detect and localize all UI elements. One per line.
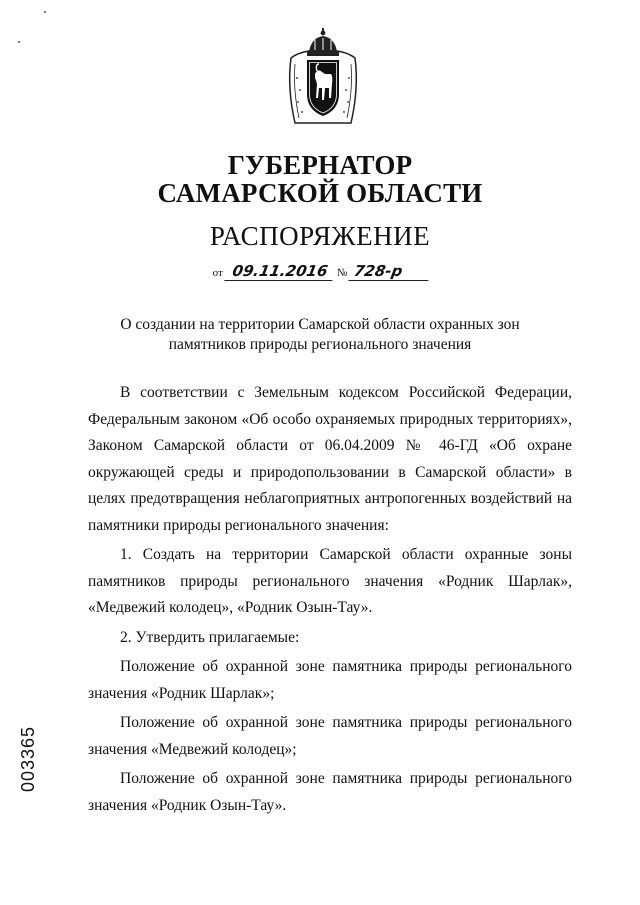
date-prefix: от	[212, 267, 223, 279]
serial-number-text: 003365	[18, 725, 38, 792]
paragraph-regulation-1: Положение об охранной зоне памятника природы регионального значения «Родник Шарлак»;	[88, 658, 572, 702]
document-body	[88, 380, 572, 819]
document-type-heading: РАСПОРЯЖЕНИЕ	[209, 221, 431, 251]
handwritten-date: 09.11.2016	[224, 262, 335, 281]
authority-title-line1: ГУБЕРНАТОР	[227, 150, 413, 180]
paragraph-item-1: 1. Создать на территории Самарской области охранные зоны памятников природы регионального значения «Родник Шарлак», «Медвежий колодец», «Родник Озын-Тау».	[88, 546, 572, 616]
paragraph-regulation-2: Положение об охранной зоне памятника природы регионального значения «Медвежий колодец»;	[88, 714, 572, 758]
coat-of-arms-icon	[285, 28, 361, 128]
authority-title-line2: САМАРСКОЙ ОБЛАСТИ	[157, 178, 483, 208]
handwritten-number: 728-р	[349, 262, 432, 281]
paragraph-preamble: В соответствии с Земельным кодексом Российской Федерации, Федеральным законом «Об особо охраняемых природных территориях», Законом Самарской области от 06.04.2009 № 46-ГД «Об охране окружающей среды и природопользовании в Самарской области» в целях предотвращения неблагоприятных антропогенных воздействий на памятники природы регионального значения:	[88, 384, 572, 534]
document-subject	[80, 315, 560, 355]
number-prefix: №	[336, 267, 348, 279]
subject-line2: памятников природы регионального значения	[168, 336, 472, 353]
paragraph-regulation-3: Положение об охранной зоне памятника природы регионального значения «Родник Озын-Тау».	[88, 770, 572, 814]
document-serial-number	[18, 692, 38, 792]
subject-line1: О создании на территории Самарской области охранных зон	[120, 316, 520, 333]
date-number-line	[0, 262, 640, 281]
paragraph-item-2: 2. Утвердить прилагаемые:	[120, 628, 300, 646]
